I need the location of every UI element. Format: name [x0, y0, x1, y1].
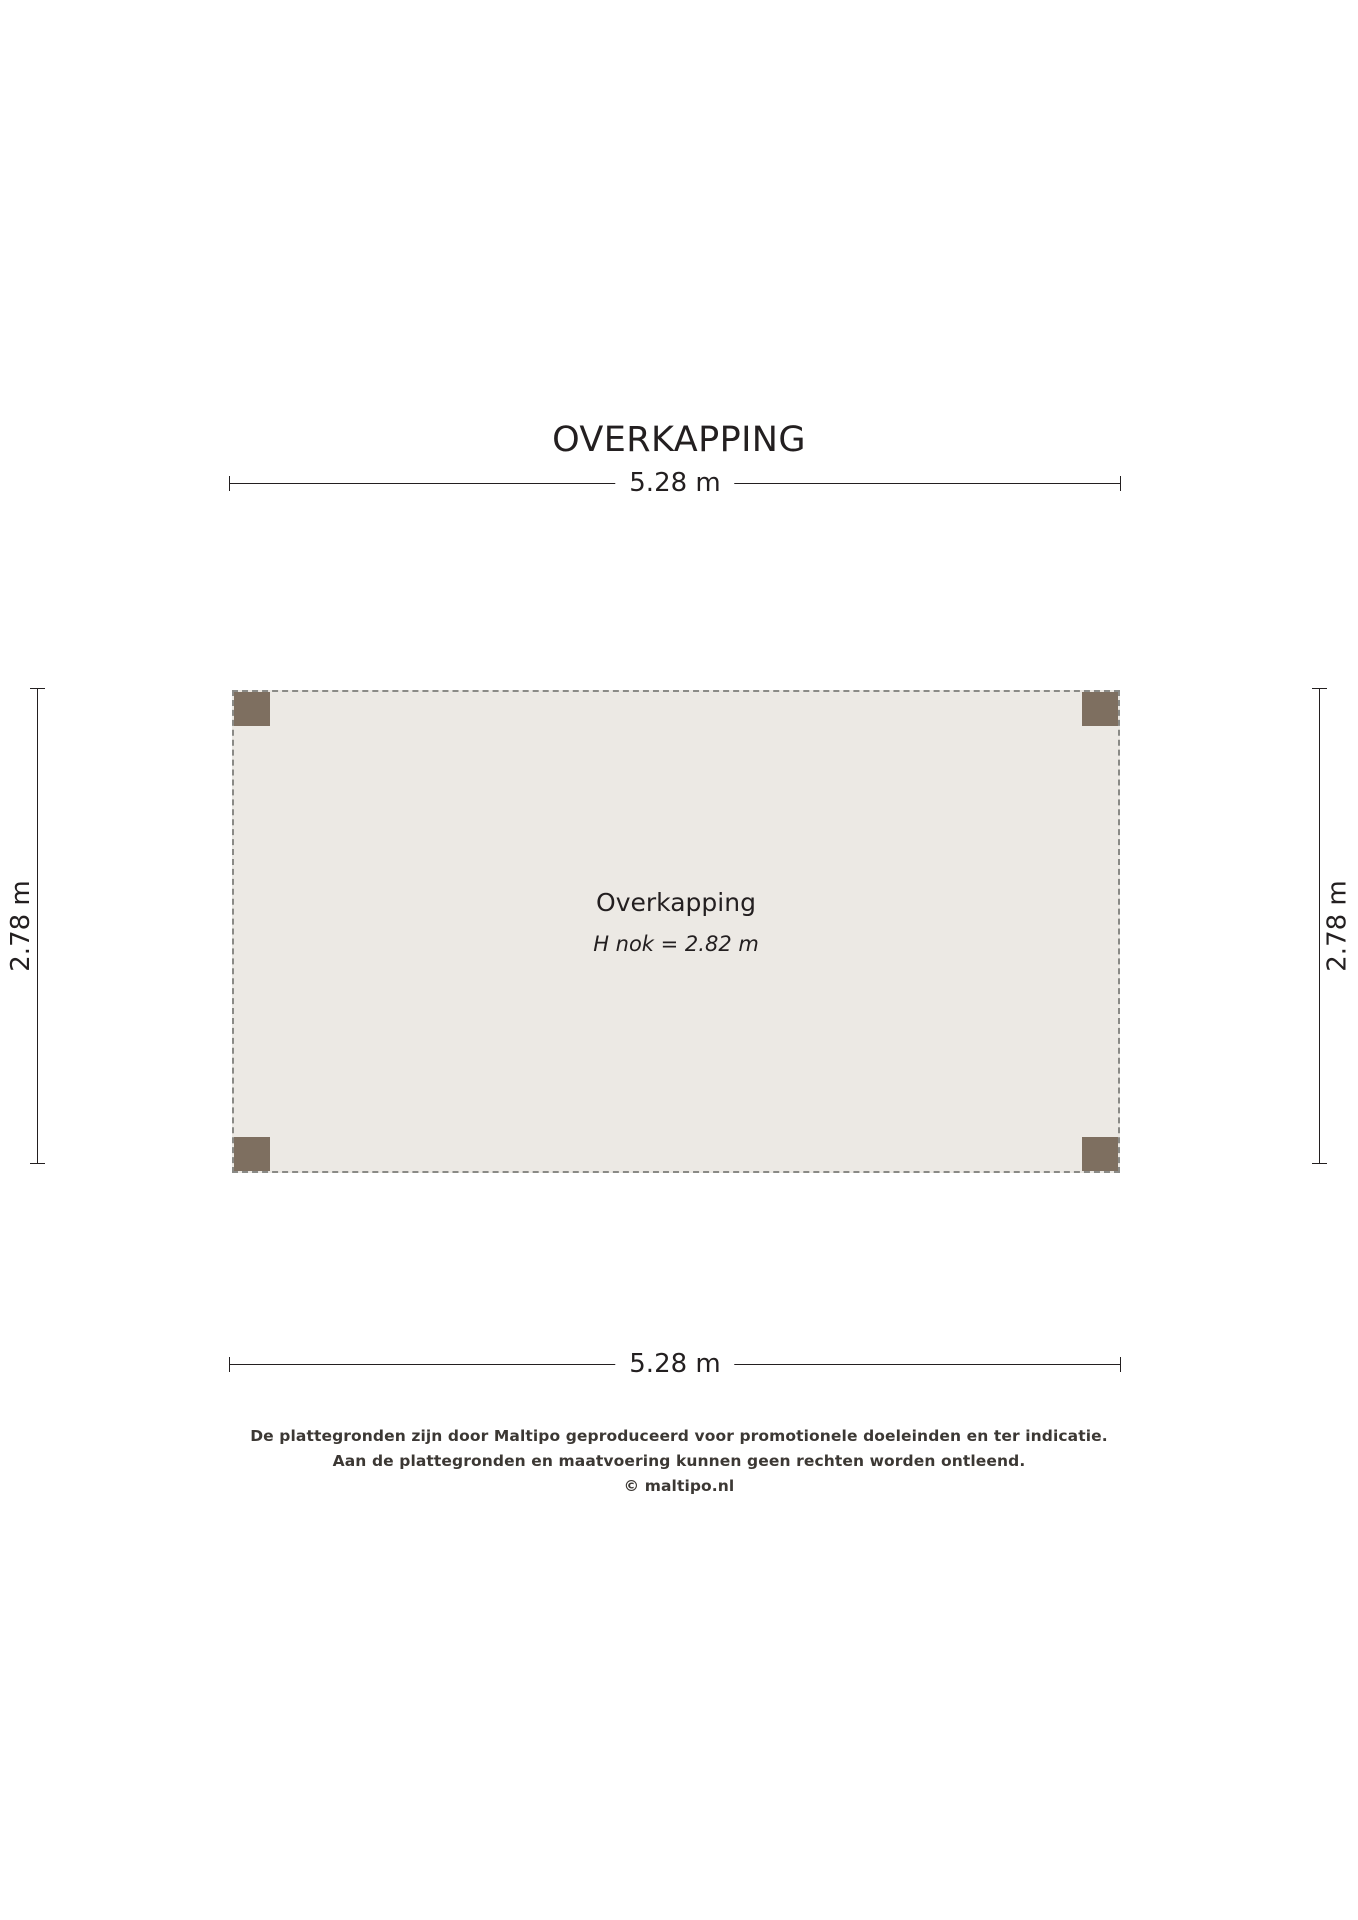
dimension-tick-end [1312, 1163, 1327, 1164]
dimension-bottom-label: 5.28 m [615, 1348, 734, 1380]
corner-post-top-left [234, 692, 270, 726]
dimension-tick-end [1120, 1357, 1121, 1372]
corner-post-top-right [1082, 692, 1118, 726]
dimension-tick-start [1312, 688, 1327, 689]
dimension-right-label: 2.78 m [1321, 866, 1353, 985]
dimension-line [37, 688, 38, 1164]
dimension-line [1319, 688, 1320, 1164]
corner-post-bottom-left [234, 1137, 270, 1171]
dimension-tick-end [1120, 476, 1121, 491]
disclaimer-line-2: Aan de plattegronden en maatvoering kunnen geen rechten worden ontleend. [332, 1452, 1026, 1470]
dimension-tick-start [229, 476, 230, 491]
dimension-top-label: 5.28 m [615, 467, 734, 499]
corner-post-bottom-right [1082, 1137, 1118, 1171]
disclaimer [0, 1424, 1358, 1499]
dimension-top [229, 468, 1121, 498]
dimension-tick-start [30, 688, 45, 689]
dimension-bottom [229, 1349, 1121, 1379]
dimension-tick-end [30, 1163, 45, 1164]
dimension-right [1319, 688, 1352, 1164]
copyright: © maltipo.nl [623, 1477, 735, 1495]
room-ridge-height-label: H nok = 2.82 m [593, 932, 759, 956]
room-label: Overkapping [596, 888, 756, 917]
page-title: OVERKAPPING [552, 420, 806, 460]
dimension-left [6, 688, 39, 1164]
dimension-tick-start [229, 1357, 230, 1372]
dimension-left-label: 2.78 m [5, 866, 37, 985]
disclaimer-line-1: De plattegronden zijn door Maltipo geproduceerd voor promotionele doeleinden en ter indicatie. [250, 1427, 1108, 1445]
